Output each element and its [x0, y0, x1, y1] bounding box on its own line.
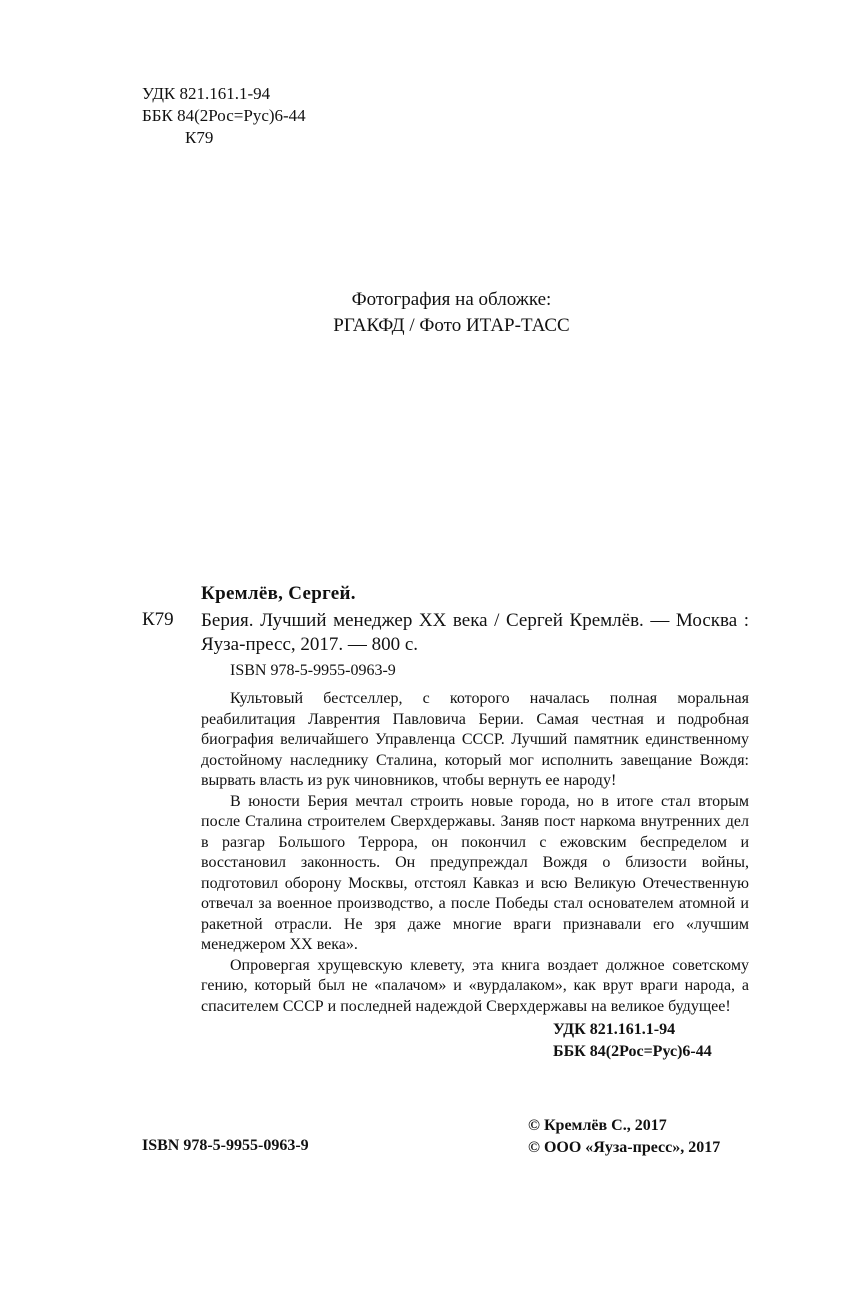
photo-credits-source: РГАКФД / Фото ИТАР-ТАСС	[333, 315, 570, 336]
bottom-udk-code: УДК 821.161.1-94	[553, 1021, 676, 1038]
annotation	[201, 689, 749, 1017]
annotation-paragraph: Опровергая хрущевскую клевету, эта книга воздает должное советскому гению, который был не «палачом» и «вурдалаком», как врут враги народа, а спасителем СССР и последней надеждой Сверхдержавы на великое будущее!	[201, 956, 749, 1015]
bbk-code: ББК 84(2Рос=Рус)6-44	[142, 106, 306, 125]
annotation-paragraph: В юности Берия мечтал строить новые города, но в итоге стал вторым после Сталина строителем Сверхдержавы. Заняв пост наркома внутренних дел в разгар Большого Террора, он покончил с ежовским беспределом и восстановил законность. Он предупреждал Вождя о близости войны, подготовил оборону Москвы, отстоял Кавказ и всю Великую Отечественную отвечал за военное производство, а после Победы стал основателем атомной и ракетной отрасли. Не зря даже многие враги признавали его «лучшим менеджером XX века».	[201, 792, 749, 953]
bottom-codes	[553, 1019, 712, 1063]
catalog-title-description: Берия. Лучший менеджер XX века / Сергей Кремлёв. — Москва : Яуза-пресс, 2017. — 800 с.	[201, 610, 749, 655]
udk-code: УДК 821.161.1-94	[142, 84, 271, 103]
author-mark: К79	[185, 128, 214, 147]
copyright-author: © Кремлёв С., 2017	[528, 1117, 667, 1134]
photo-credits-label: Фотография на обложке:	[351, 289, 552, 310]
catalog-isbn: ISBN 978-5-9955-0963-9	[230, 662, 396, 679]
bottom-bbk-code: ББК 84(2Рос=Рус)6-44	[553, 1043, 712, 1060]
annotation-paragraph: Культовый бестселлер, с которого началась полная моральная реабилитация Лаврентия Павловича Берии. Самая честная и подробная биография величайшего Управленца СССР. Лучший памятник единственному достойному наследнику Сталина, который мог исполнить завещание Вождя: вырвать власть из рук чиновников, чтобы вернуть ее народу!	[201, 690, 749, 789]
catalog-author: Кремлёв, Сергей.	[201, 583, 356, 604]
copyright-block	[528, 1115, 720, 1159]
catalog-author-mark: К79	[142, 609, 174, 630]
photo-credits	[0, 287, 845, 339]
bottom-isbn: ISBN 978-5-9955-0963-9	[142, 1137, 309, 1154]
classification-block	[142, 83, 306, 149]
copyright-publisher: © ООО «Яуза-пресс», 2017	[528, 1139, 721, 1156]
